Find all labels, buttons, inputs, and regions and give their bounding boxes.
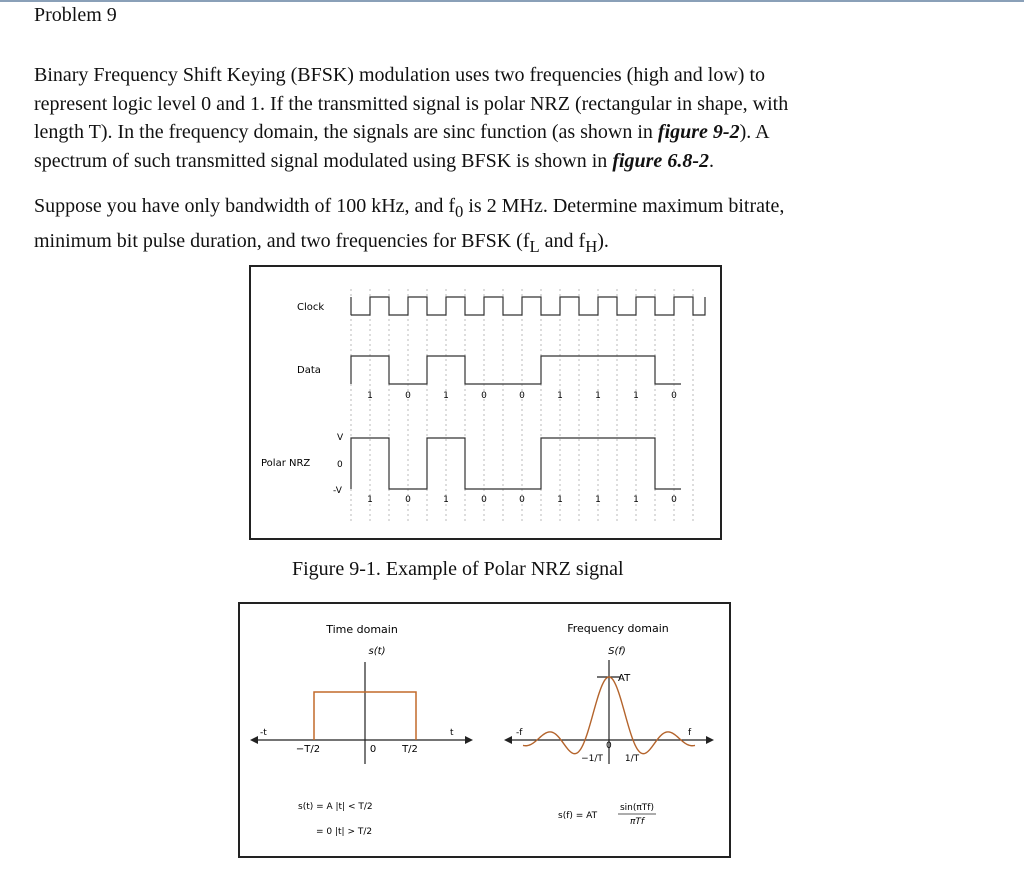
bit-label: 0 bbox=[405, 391, 411, 401]
subscript-0: 0 bbox=[455, 202, 464, 221]
description-line-4 bbox=[34, 147, 994, 176]
text: ). A bbox=[739, 121, 770, 143]
time-domain-title: Time domain bbox=[326, 623, 398, 636]
tick-half-T: T/2 bbox=[402, 744, 418, 755]
bit-label: 1 bbox=[443, 391, 449, 401]
bit-label: 0 bbox=[519, 391, 525, 401]
f-axis-arrow-left bbox=[504, 736, 512, 744]
f-label: f bbox=[688, 728, 692, 738]
neg-f-label: -f bbox=[516, 728, 523, 738]
tick-neg-inv-T: −1/T bbox=[581, 754, 603, 764]
t-axis-arrow-left bbox=[250, 736, 258, 744]
neg-t-label: -t bbox=[260, 728, 267, 738]
problem-title: Problem 9 bbox=[34, 4, 117, 26]
description-line-3 bbox=[34, 118, 994, 147]
subscript-H: H bbox=[585, 236, 598, 256]
v-pos-label: V bbox=[337, 433, 344, 443]
bit-label: 1 bbox=[443, 495, 449, 505]
polar-nrz-waveform bbox=[351, 438, 681, 489]
figure-9-1 bbox=[249, 265, 722, 540]
t-axis-arrow-right bbox=[465, 736, 473, 744]
timing-grid bbox=[351, 289, 693, 521]
text: ). bbox=[597, 229, 609, 252]
bit-label: 0 bbox=[481, 391, 487, 401]
text: is 2 MHz. Determine maximum bitrate, bbox=[463, 195, 785, 217]
data-waveform bbox=[351, 356, 681, 384]
figure-ref-6-8-2: figure 6.8-2 bbox=[612, 149, 709, 172]
text: spectrum of such transmitted signal modulated using BFSK is shown in bbox=[34, 149, 613, 172]
freq-eq-denominator: πTf bbox=[629, 817, 645, 827]
v-neg-label: -V bbox=[333, 486, 342, 496]
tick-neg-half-T: −T/2 bbox=[295, 744, 321, 755]
tick-zero: 0 bbox=[369, 744, 377, 755]
question-line-1 bbox=[34, 192, 994, 227]
problem-description bbox=[34, 61, 994, 175]
clock-label: Clock bbox=[297, 302, 325, 313]
figure-9-2 bbox=[238, 602, 731, 858]
bit-label: 0 bbox=[519, 495, 525, 505]
bit-label: 0 bbox=[481, 495, 487, 505]
clock-waveform bbox=[351, 297, 705, 315]
text: minimum bit pulse duration, and two frequencies for BFSK (f bbox=[34, 229, 530, 252]
problem-question bbox=[34, 192, 994, 261]
figure-ref-9-2: figure 9-2 bbox=[657, 121, 740, 143]
freq-tick-zero: 0 bbox=[606, 741, 612, 751]
text: Suppose you have only bandwidth of 100 kHz, and f bbox=[34, 195, 456, 217]
time-frequency-diagram bbox=[240, 604, 729, 856]
bit-label: 1 bbox=[595, 391, 601, 401]
subscript-L: L bbox=[529, 236, 540, 256]
top-rule bbox=[0, 0, 1024, 2]
bit-label: 0 bbox=[671, 391, 677, 401]
time-eq-line-1: s(t) = A |t| < T/2 bbox=[298, 802, 373, 812]
v-zero-label: 0 bbox=[337, 460, 343, 470]
data-bit-labels bbox=[367, 391, 677, 401]
f-axis-arrow-right bbox=[706, 736, 714, 744]
bit-label: 1 bbox=[595, 495, 601, 505]
freq-eq-lhs: s(f) = AT bbox=[558, 811, 598, 821]
polar-nrz-diagram bbox=[251, 267, 720, 538]
text: and f bbox=[539, 229, 586, 252]
time-axes bbox=[258, 662, 465, 764]
bit-label: 1 bbox=[367, 495, 373, 505]
peak-label: AT bbox=[618, 673, 631, 684]
bit-label: 0 bbox=[671, 495, 677, 505]
bit-label: 1 bbox=[557, 495, 563, 505]
freq-signal-label: S(f) bbox=[608, 646, 626, 657]
time-eq-line-2: = 0 |t| > T/2 bbox=[316, 827, 373, 837]
data-label: Data bbox=[297, 365, 321, 376]
nrz-bit-labels bbox=[367, 495, 677, 505]
description-line-2: represent logic level 0 and 1. If the transmitted signal is polar NRZ (rectangular in shape, with bbox=[34, 92, 789, 115]
bit-label: 1 bbox=[633, 391, 639, 401]
description-line-1: Binary Frequency Shift Keying (BFSK) modulation uses two frequencies (high and low) to bbox=[34, 64, 765, 86]
freq-domain-title: Frequency domain bbox=[567, 622, 669, 635]
polar-nrz-label: Polar NRZ bbox=[261, 458, 311, 469]
bit-label: 1 bbox=[633, 495, 639, 505]
bit-label: 1 bbox=[557, 391, 563, 401]
time-signal-label: s(t) bbox=[368, 646, 386, 657]
text: . bbox=[708, 149, 714, 172]
freq-eq-numerator: sin(πTf) bbox=[619, 803, 655, 813]
t-label: t bbox=[450, 728, 454, 738]
text: length T). In the frequency domain, the signals are sinc function (as shown in bbox=[34, 121, 658, 143]
tick-inv-T: 1/T bbox=[624, 754, 640, 764]
figure-9-1-caption: Figure 9-1. Example of Polar NRZ signal bbox=[292, 558, 624, 580]
question-line-2 bbox=[34, 227, 994, 262]
bit-label: 1 bbox=[367, 391, 373, 401]
bit-label: 0 bbox=[405, 495, 411, 505]
